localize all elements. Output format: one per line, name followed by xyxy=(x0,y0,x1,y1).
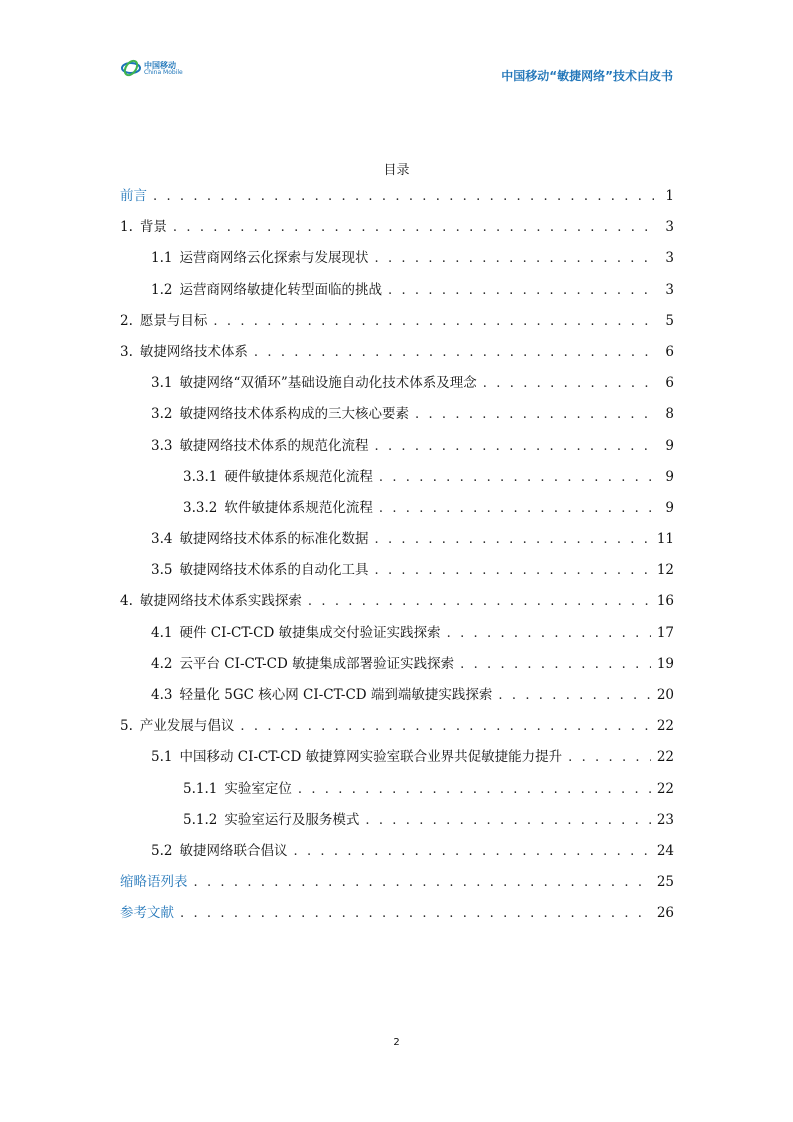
toc-entry-number: 5. xyxy=(120,718,133,735)
toc-page-number: 11 xyxy=(656,531,674,548)
toc-entry-number: 4.1 xyxy=(151,624,173,641)
toc-entry-text[interactable]: 敏捷网络技术体系 xyxy=(139,343,248,360)
toc-entry-number: 1. xyxy=(120,219,133,236)
toc-leader-dots xyxy=(254,337,654,368)
toc-leader-dots xyxy=(194,867,651,898)
toc-page-number: 22 xyxy=(656,780,674,797)
toc-entry-number: 3. xyxy=(120,343,133,360)
page-number: 2 xyxy=(393,1037,400,1048)
toc-entry-number: 3.1 xyxy=(151,375,173,392)
toc-entry-text[interactable]: 缩略语列表 xyxy=(120,874,188,891)
toc-entry-text[interactable]: 实验室运行及服务模式 xyxy=(224,811,360,828)
toc-entry-number: 3.2 xyxy=(151,406,173,423)
toc-entry-text[interactable]: 轻量化 5GC 核心网 CI-CT-CD 端到端敏捷实践探索 xyxy=(179,687,493,703)
toc-entry-5[interactable] xyxy=(120,711,674,742)
logo-english-text: China Mobile xyxy=(144,69,183,76)
toc-entry-text[interactable]: 敏捷网络“双循环”基础设施自动化技术体系及理念 xyxy=(179,375,477,392)
toc-entry-4-2[interactable] xyxy=(120,649,674,680)
toc-page-number: 25 xyxy=(656,874,674,891)
toc-page-number: 6 xyxy=(665,343,674,360)
toc-leader-dots xyxy=(153,181,654,212)
toc-entry-5-2[interactable] xyxy=(120,836,674,867)
toc-entry-preface[interactable] xyxy=(120,181,674,212)
toc-entry-text[interactable]: 敏捷网络联合倡议 xyxy=(179,842,288,859)
toc-entry-text[interactable]: 参考文献 xyxy=(120,905,174,922)
toc-page-number: 22 xyxy=(656,749,674,766)
china-mobile-logo xyxy=(120,58,190,80)
toc-leader-dots xyxy=(374,524,650,555)
toc-page-number: 5 xyxy=(665,312,674,329)
toc-page-number: 23 xyxy=(656,811,674,828)
toc-leader-dots xyxy=(240,711,650,742)
toc-leader-dots xyxy=(460,649,651,680)
toc-entry-abbreviations[interactable] xyxy=(120,867,674,898)
toc-leader-dots xyxy=(498,680,650,711)
toc-page-number: 19 xyxy=(656,655,674,672)
toc-page-number: 3 xyxy=(665,219,674,236)
toc-entry-number: 5.1.1 xyxy=(183,780,218,797)
toc-entry-text[interactable]: 云平台 CI-CT-CD 敏捷集成部署验证实践探索 xyxy=(179,655,455,672)
toc-leader-dots xyxy=(447,618,651,649)
toc-entry-text[interactable]: 中国移动 CI-CT-CD 敏捷算网实验室联合业界共促敏捷能力提升 xyxy=(179,749,563,766)
toc-entry-text[interactable]: 愿景与目标 xyxy=(139,312,208,329)
toc-entry-text[interactable]: 背景 xyxy=(139,219,167,236)
toc-title: 目录 xyxy=(383,163,410,178)
toc-leader-dots xyxy=(415,399,654,430)
toc-leader-dots xyxy=(298,774,651,805)
toc-entry-number: 4.3 xyxy=(151,687,173,703)
toc-entry-number: 4.2 xyxy=(151,655,173,672)
toc-entry-number: 3.3.2 xyxy=(183,499,218,516)
toc-page-number: 20 xyxy=(656,687,674,703)
toc-entry-text[interactable]: 运营商网络云化探索与发展现状 xyxy=(179,250,369,267)
toc-leader-dots xyxy=(374,555,650,586)
toc-entry-text[interactable]: 敏捷网络技术体系的自动化工具 xyxy=(179,562,369,579)
china-mobile-logo-icon xyxy=(120,58,142,78)
toc-entry-3-3-1[interactable] xyxy=(120,462,674,493)
toc-leader-dots xyxy=(173,212,654,243)
toc-entry-number: 3.3.1 xyxy=(183,468,218,485)
toc-leader-dots xyxy=(308,586,651,617)
toc-entry-text[interactable]: 软件敏捷体系规范化流程 xyxy=(224,499,373,516)
toc-entry-3[interactable] xyxy=(120,337,674,368)
toc-entry-3-3-2[interactable] xyxy=(120,493,674,524)
toc-entry-text[interactable]: 运营商网络敏捷化转型面临的挑战 xyxy=(179,281,382,298)
toc-entry-3-1[interactable] xyxy=(120,368,674,399)
toc-page-number: 8 xyxy=(665,406,674,423)
toc-entry-number: 4. xyxy=(120,593,133,610)
toc-entry-text[interactable]: 前言 xyxy=(120,188,147,204)
toc-leader-dots xyxy=(568,742,651,773)
toc-leader-dots xyxy=(365,805,650,836)
toc-page-number: 24 xyxy=(656,842,674,859)
toc-entry-text[interactable]: 敏捷网络技术体系构成的三大核心要素 xyxy=(179,406,409,423)
toc-page-number: 1 xyxy=(665,188,674,204)
toc-entry-number: 3.3 xyxy=(151,437,173,454)
toc-entry-text[interactable]: 产业发展与倡议 xyxy=(139,718,235,735)
toc-entry-2[interactable] xyxy=(120,306,674,337)
toc-entry-number: 5.2 xyxy=(151,842,173,859)
toc-entry-text[interactable]: 硬件敏捷体系规范化流程 xyxy=(224,468,373,485)
logo-chinese-text: 中国移动 xyxy=(144,61,176,70)
toc-page-number: 16 xyxy=(656,593,674,610)
toc-page-number: 3 xyxy=(665,281,674,298)
toc-entry-number: 1.2 xyxy=(151,281,173,298)
toc-entry-number: 3.5 xyxy=(151,562,173,579)
toc-leader-dots xyxy=(293,836,650,867)
toc-leader-dots xyxy=(379,493,654,524)
toc-entry-3-4[interactable] xyxy=(120,524,674,555)
toc-entry-3-5[interactable] xyxy=(120,555,674,586)
toc-page-number: 12 xyxy=(656,562,674,579)
toc-leader-dots xyxy=(388,275,654,306)
toc-entry-4-1[interactable] xyxy=(120,618,674,649)
toc-leader-dots xyxy=(213,306,654,337)
toc-entry-text[interactable]: 实验室定位 xyxy=(224,780,292,797)
toc-entry-text[interactable]: 敏捷网络技术体系的规范化流程 xyxy=(179,437,369,454)
toc-page-number: 9 xyxy=(665,437,674,454)
toc-entry-number: 2. xyxy=(120,312,133,329)
toc-page-number: 17 xyxy=(656,624,674,641)
toc-entry-text[interactable]: 硬件 CI-CT-CD 敏捷集成交付验证实践探索 xyxy=(179,624,441,641)
toc-leader-dots xyxy=(374,243,654,274)
toc-page-number: 22 xyxy=(656,718,674,735)
document-header-title: 中国移动“敏捷网络”技术白皮书 xyxy=(501,69,673,83)
toc-entry-1-1[interactable] xyxy=(120,243,674,274)
toc-leader-dots xyxy=(379,462,654,493)
toc-entry-5-1[interactable] xyxy=(120,742,674,773)
toc-page-number: 3 xyxy=(665,250,674,267)
toc-page-number: 9 xyxy=(665,468,674,485)
toc-entry-references[interactable] xyxy=(120,898,674,929)
toc-page-number: 9 xyxy=(665,499,674,516)
toc-entry-number: 5.1.2 xyxy=(183,811,218,828)
toc-leader-dots xyxy=(483,368,654,399)
toc-entry-text[interactable]: 敏捷网络技术体系的标准化数据 xyxy=(179,531,369,548)
toc-leader-dots xyxy=(180,898,651,929)
toc-entry-5-1-2[interactable] xyxy=(120,805,674,836)
toc-entry-number: 1.1 xyxy=(151,250,173,267)
toc-leader-dots xyxy=(374,431,654,462)
toc-entry-3-3[interactable] xyxy=(120,431,674,462)
toc-entry-text[interactable]: 敏捷网络技术体系实践探索 xyxy=(139,593,302,610)
toc-entry-3-2[interactable] xyxy=(120,399,674,430)
toc-entry-number: 3.4 xyxy=(151,531,173,548)
toc-page-number: 6 xyxy=(665,375,674,392)
toc-entry-1[interactable] xyxy=(120,212,674,243)
toc-entry-4[interactable] xyxy=(120,586,674,617)
table-of-contents xyxy=(120,181,674,930)
toc-page-number: 26 xyxy=(656,905,674,922)
toc-entry-1-2[interactable] xyxy=(120,275,674,306)
toc-entry-4-3[interactable] xyxy=(120,680,674,711)
toc-entry-number: 5.1 xyxy=(151,749,173,766)
toc-entry-5-1-1[interactable] xyxy=(120,774,674,805)
